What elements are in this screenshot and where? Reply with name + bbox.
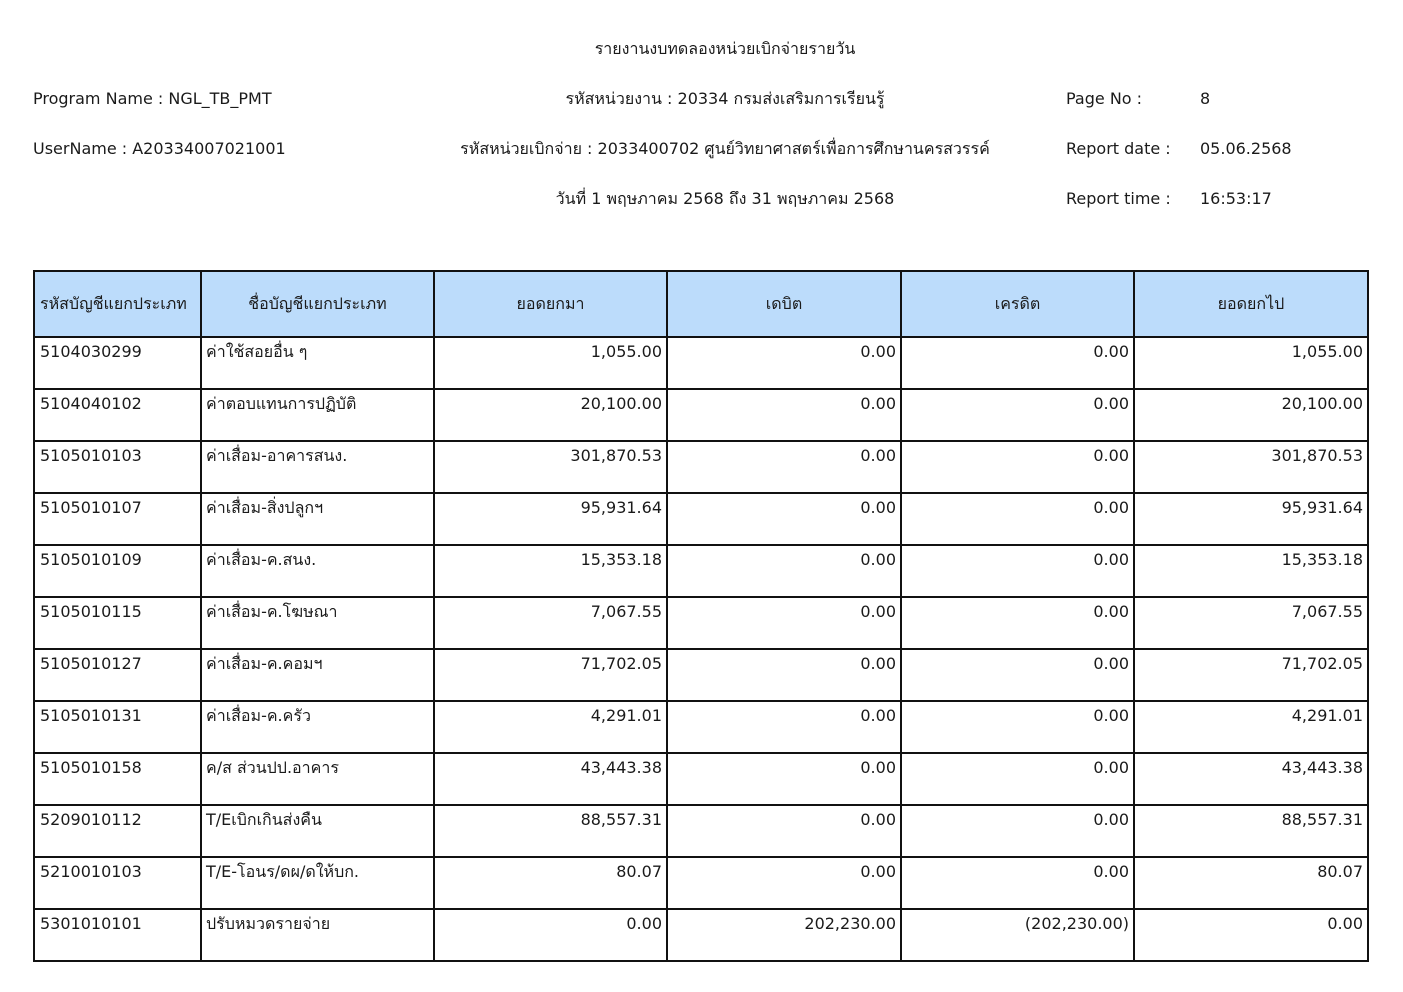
closing-balance-cell: 80.07 [1134,857,1368,909]
table-row [34,337,1368,389]
report-date-value: 05.06.2568 [1200,139,1292,158]
account-code-cell: 5105010103 [34,441,201,493]
disbursement-unit: รหัสหน่วยเบิกจ่าย : 2033400702 ศูนย์วิทยาศาสตร์เพื่อการศึกษานครสวรรค์ [460,139,990,158]
table-row [34,597,1368,649]
page-no-label: Page No : [1066,89,1143,108]
closing-balance-cell: 71,702.05 [1134,649,1368,701]
account-name-cell: ค่าเสื่อม-อาคารสนง. [201,441,434,493]
opening-balance-cell: 88,557.31 [434,805,667,857]
account-name-cell: ค่าเสื่อม-ค.ครัว [201,701,434,753]
credit-cell: 0.00 [901,545,1134,597]
credit-cell: 0.00 [901,389,1134,441]
opening-balance-cell: 1,055.00 [434,337,667,389]
credit-cell: 0.00 [901,805,1134,857]
account-name-cell: T/Eเบิกเกินส่งคืน [201,805,434,857]
table-row [34,805,1368,857]
credit-cell: 0.00 [901,441,1134,493]
debit-cell: 0.00 [667,753,901,805]
table-body [34,337,1368,961]
page-no-value: 8 [1200,89,1211,108]
account-code-cell: 5105010115 [34,597,201,649]
credit-cell: 0.00 [901,337,1134,389]
closing-balance-cell: 0.00 [1134,909,1368,961]
opening-balance-cell: 4,291.01 [434,701,667,753]
table-row [34,389,1368,441]
table-row [34,753,1368,805]
column-header-account-name: ชื่อบัญชีแยกประเภท [201,271,434,337]
opening-balance-cell: 71,702.05 [434,649,667,701]
credit-cell: 0.00 [901,493,1134,545]
account-code-cell: 5210010103 [34,857,201,909]
credit-cell: 0.00 [901,597,1134,649]
account-name-cell: ค่าตอบแทนการปฏิบัติ [201,389,434,441]
column-header-debit: เดบิต [667,271,901,337]
table-row [34,493,1368,545]
account-code-cell: 5105010131 [34,701,201,753]
opening-balance-cell: 20,100.00 [434,389,667,441]
unit-code: รหัสหน่วยงาน : 20334 กรมส่งเสริมการเรียนรู้ [565,89,885,108]
report-time-label: Report time : [1066,189,1171,208]
username: UserName : A20334007021001 [33,139,286,158]
debit-cell: 0.00 [667,649,901,701]
opening-balance-cell: 0.00 [434,909,667,961]
table-header-row [34,271,1368,337]
account-code-cell: 5209010112 [34,805,201,857]
debit-cell: 0.00 [667,597,901,649]
table-row [34,701,1368,753]
account-name-cell: ปรับหมวดรายจ่าย [201,909,434,961]
debit-cell: 0.00 [667,389,901,441]
credit-cell: 0.00 [901,649,1134,701]
closing-balance-cell: 20,100.00 [1134,389,1368,441]
table-row [34,649,1368,701]
trial-balance-table [33,270,1369,962]
closing-balance-cell: 43,443.38 [1134,753,1368,805]
account-code-cell: 5104030299 [34,337,201,389]
table-row [34,857,1368,909]
account-code-cell: 5105010127 [34,649,201,701]
credit-cell: (202,230.00) [901,909,1134,961]
debit-cell: 0.00 [667,805,901,857]
closing-balance-cell: 4,291.01 [1134,701,1368,753]
report-date-label: Report date : [1066,139,1171,158]
closing-balance-cell: 1,055.00 [1134,337,1368,389]
account-code-cell: 5105010158 [34,753,201,805]
credit-cell: 0.00 [901,701,1134,753]
account-name-cell: ค/ส ส่วนปป.อาคาร [201,753,434,805]
debit-cell: 0.00 [667,493,901,545]
column-header-closing-balance: ยอดยกไป [1134,271,1368,337]
opening-balance-cell: 15,353.18 [434,545,667,597]
account-code-cell: 5105010107 [34,493,201,545]
account-code-cell: 5105010109 [34,545,201,597]
date-range: วันที่ 1 พฤษภาคม 2568 ถึง 31 พฤษภาคม 2568 [555,189,895,208]
table-row [34,909,1368,961]
column-header-opening-balance: ยอดยกมา [434,271,667,337]
closing-balance-cell: 7,067.55 [1134,597,1368,649]
debit-cell: 0.00 [667,545,901,597]
column-header-credit: เครดิต [901,271,1134,337]
account-name-cell: ค่าเสื่อม-ค.โฆษณา [201,597,434,649]
opening-balance-cell: 301,870.53 [434,441,667,493]
credit-cell: 0.00 [901,857,1134,909]
report-title: รายงานงบทดลองหน่วยเบิกจ่ายรายวัน [594,39,856,58]
account-name-cell: ค่าเสื่อม-สิ่งปลูกฯ [201,493,434,545]
closing-balance-cell: 301,870.53 [1134,441,1368,493]
debit-cell: 0.00 [667,701,901,753]
table-row [34,545,1368,597]
account-code-cell: 5104040102 [34,389,201,441]
credit-cell: 0.00 [901,753,1134,805]
account-name-cell: T/E-โอนร/ดผ/ดให้บก. [201,857,434,909]
account-code-cell: 5301010101 [34,909,201,961]
debit-cell: 0.00 [667,441,901,493]
opening-balance-cell: 7,067.55 [434,597,667,649]
account-name-cell: ค่าเสื่อม-ค.สนง. [201,545,434,597]
debit-cell: 202,230.00 [667,909,901,961]
opening-balance-cell: 80.07 [434,857,667,909]
opening-balance-cell: 95,931.64 [434,493,667,545]
account-name-cell: ค่าใช้สอยอื่น ๆ [201,337,434,389]
opening-balance-cell: 43,443.38 [434,753,667,805]
column-header-account-code: รหัสบัญชีแยกประเภท [34,271,201,337]
debit-cell: 0.00 [667,857,901,909]
program-name: Program Name : NGL_TB_PMT [33,89,272,108]
closing-balance-cell: 15,353.18 [1134,545,1368,597]
closing-balance-cell: 95,931.64 [1134,493,1368,545]
debit-cell: 0.00 [667,337,901,389]
closing-balance-cell: 88,557.31 [1134,805,1368,857]
report-time-value: 16:53:17 [1200,189,1272,208]
account-name-cell: ค่าเสื่อม-ค.คอมฯ [201,649,434,701]
table-row [34,441,1368,493]
